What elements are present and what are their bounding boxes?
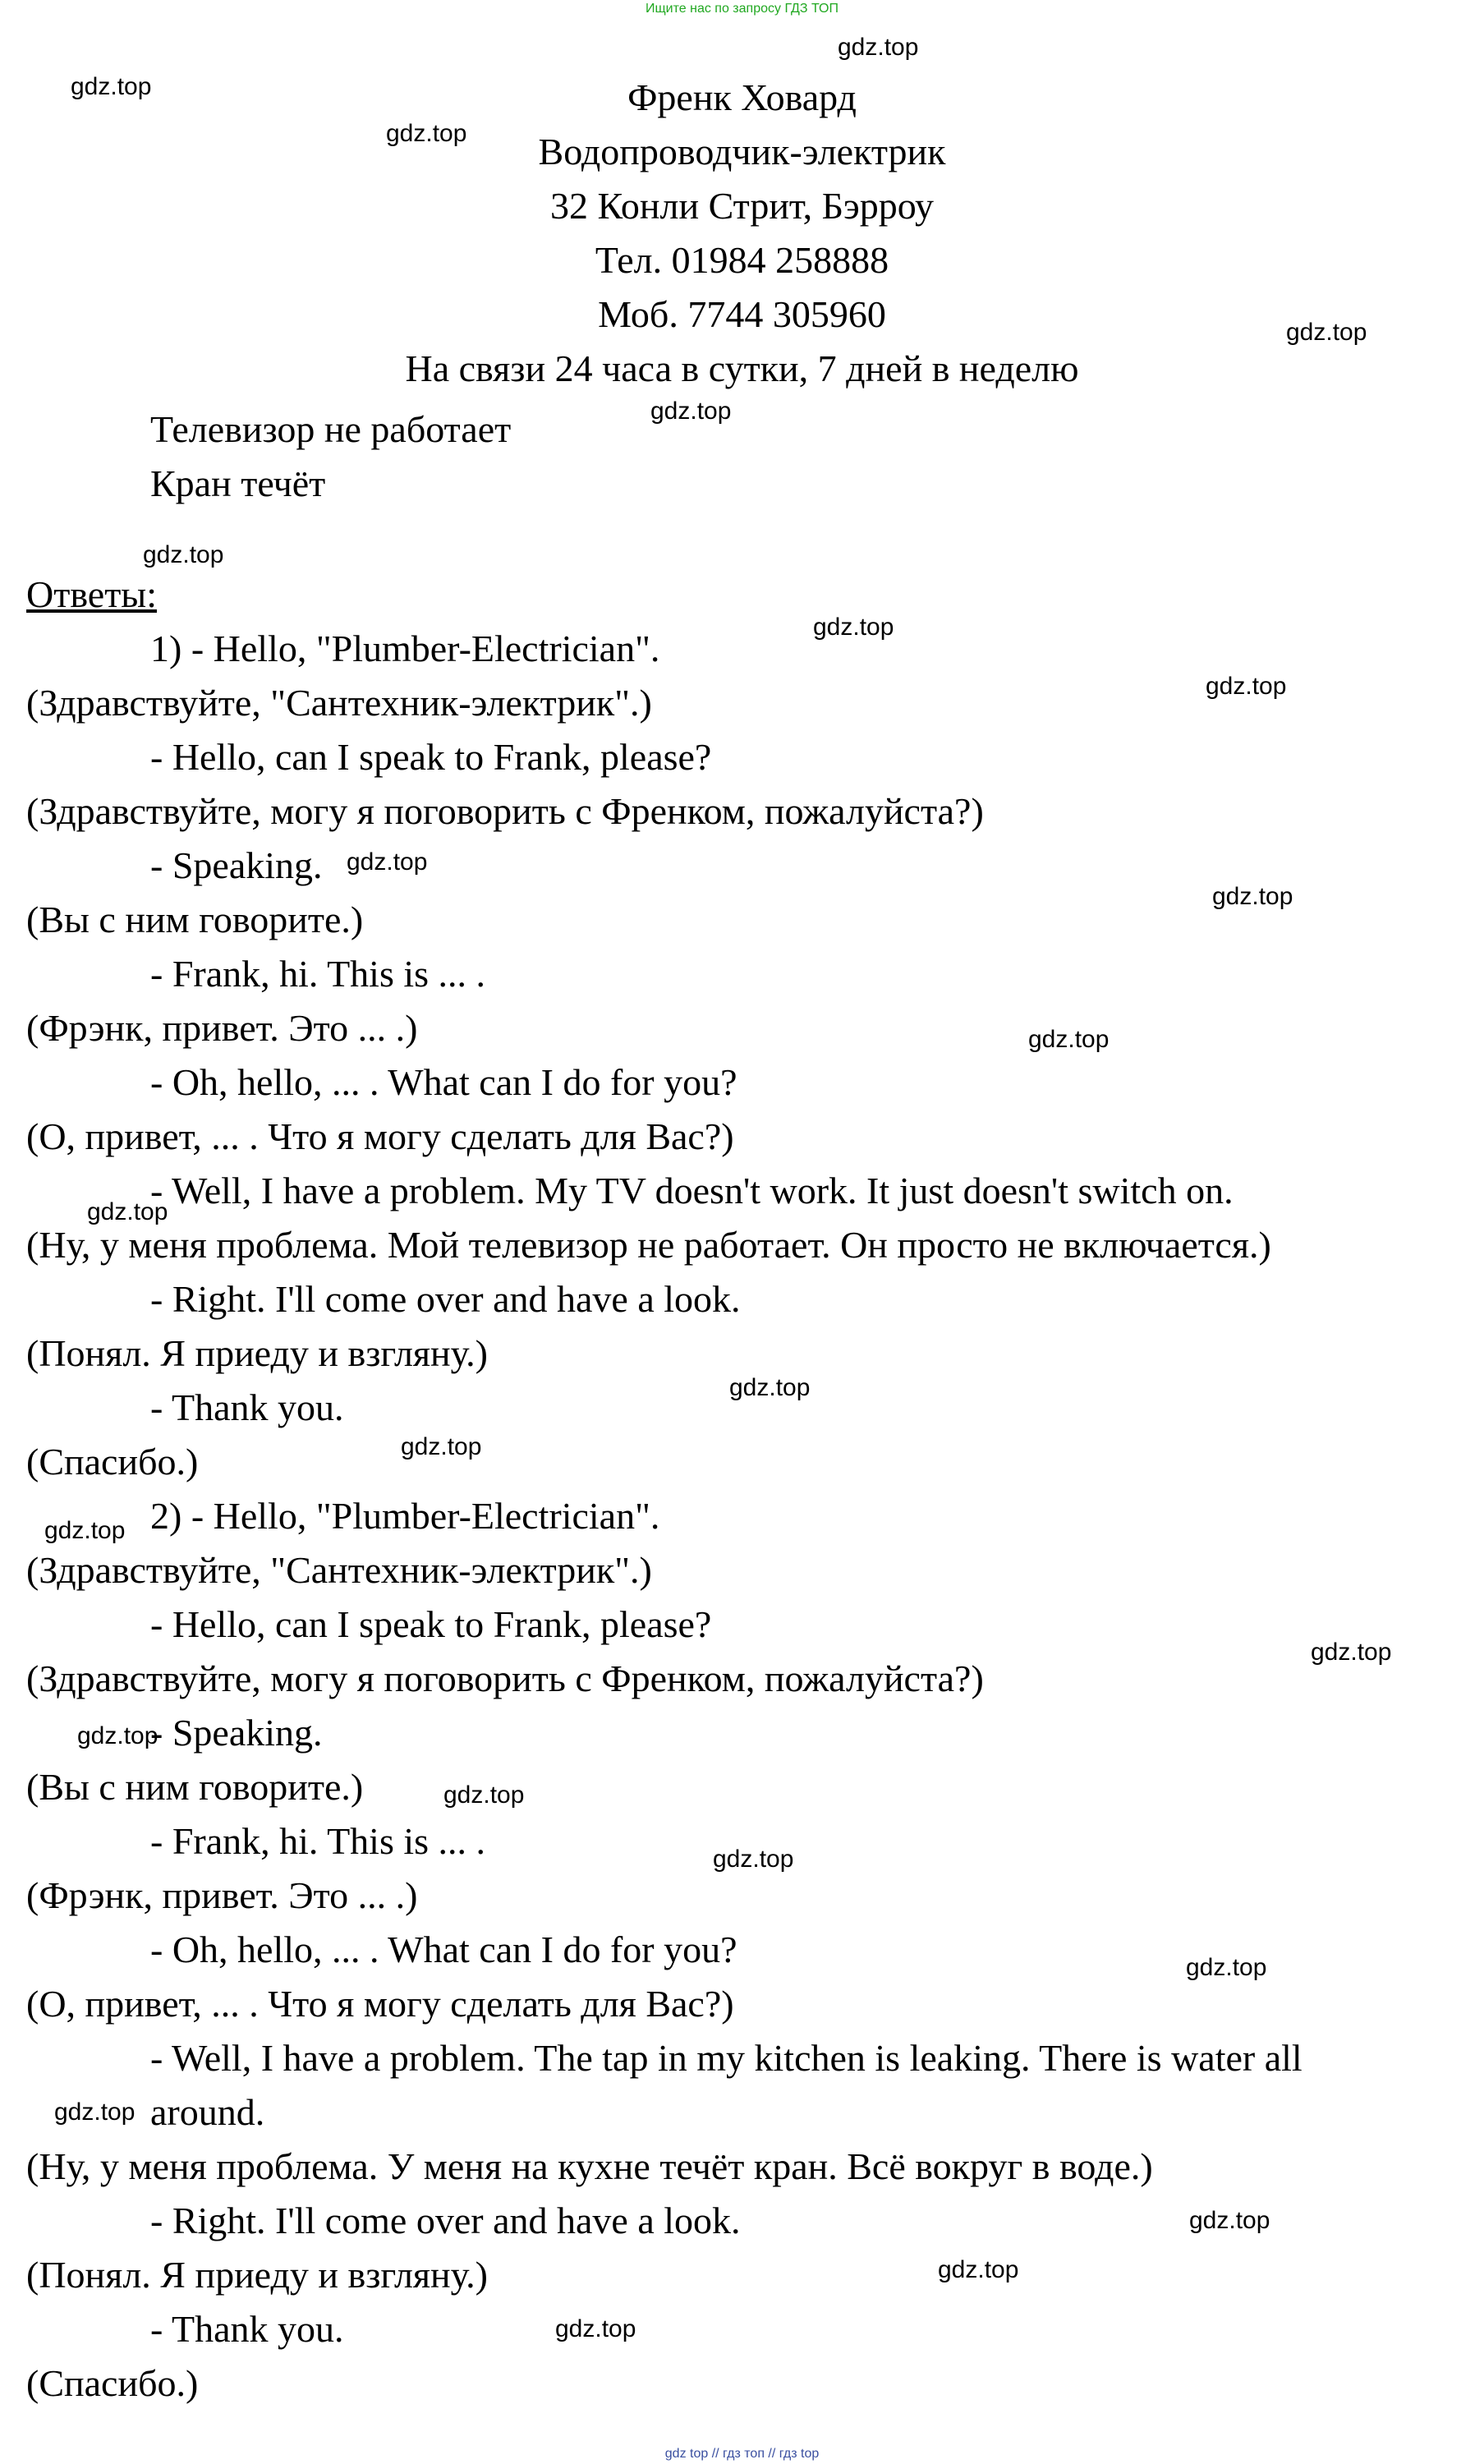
watermark: gdz.top bbox=[729, 1374, 811, 1401]
watermark: gdz.top bbox=[938, 2256, 1019, 2283]
dialog-line: - Thank you. bbox=[150, 2308, 344, 2350]
watermark: gdz.top bbox=[1286, 319, 1367, 346]
dialog-line: - Well, I have a problem. My TV doesn't work. It just doesn't switch on. bbox=[150, 1170, 1234, 1211]
dialog-line: around. bbox=[150, 2091, 265, 2133]
dialog-line: - Oh, hello, ... . What can I do for you? bbox=[150, 1061, 737, 1103]
dialog-line: - Right. I'll come over and have a look. bbox=[150, 1278, 741, 1320]
dialog-line: (Спасибо.) bbox=[26, 1441, 199, 1483]
dialog-line: (Вы с ним говорите.) bbox=[26, 1766, 364, 1808]
watermark: gdz.top bbox=[347, 848, 428, 876]
card-occupation: Водопроводчик-электрик bbox=[538, 131, 946, 172]
watermark: gdz.top bbox=[143, 541, 224, 568]
watermark: gdz.top bbox=[1186, 1954, 1267, 1981]
top-banner-link[interactable]: Ищите нас по запросу ГДЗ ТОП bbox=[646, 2, 838, 16]
watermark: gdz.top bbox=[650, 398, 732, 425]
dialog-line: (Здравствуйте, "Сантехник-электрик".) bbox=[26, 1549, 652, 1591]
card-phone: Тел. 01984 258888 bbox=[595, 239, 889, 281]
watermark: gdz.top bbox=[1206, 673, 1287, 700]
dialog-line: - Well, I have a problem. The tap in my kitchen is leaking. There is water all bbox=[150, 2037, 1303, 2079]
dialog-line: (Понял. Я приеду и взгляну.) bbox=[26, 1332, 488, 1374]
card-name: Френк Ховард bbox=[627, 76, 857, 118]
dialog-line: (Ну, у меня проблема. Мой телевизор не работает. Он просто не включается.) bbox=[26, 1224, 1271, 1266]
dialog-line: - Frank, hi. This is ... . bbox=[150, 953, 486, 995]
watermark: gdz.top bbox=[386, 120, 467, 147]
watermark: gdz.top bbox=[713, 1846, 794, 1873]
dialog-line: - Right. I'll come over and have a look. bbox=[150, 2200, 741, 2241]
dialog-line: (Фрэнк, привет. Это ... .) bbox=[26, 1874, 418, 1916]
watermark: gdz.top bbox=[443, 1781, 525, 1809]
dialog-line: (Ну, у меня проблема. У меня на кухне течёт кран. Всё вокруг в воде.) bbox=[26, 2145, 1153, 2187]
note-tv: Телевизор не работает bbox=[150, 408, 512, 450]
dialog-line: - Hello, can I speak to Frank, please? bbox=[150, 1603, 712, 1645]
watermark: gdz.top bbox=[401, 1433, 482, 1460]
note-tap: Кран течёт bbox=[150, 462, 326, 504]
dialog-line: - Speaking. bbox=[150, 844, 323, 886]
card-address: 32 Конли Стрит, Бэрроу bbox=[550, 185, 934, 227]
dialog-line: (Спасибо.) bbox=[26, 2362, 199, 2404]
watermark: gdz.top bbox=[813, 614, 894, 641]
dialog-line: 2) - Hello, "Plumber-Electrician". bbox=[150, 1495, 660, 1537]
watermark: gdz.top bbox=[54, 2099, 136, 2126]
dialog-line: 1) - Hello, "Plumber-Electrician". bbox=[150, 627, 660, 669]
dialog-line: (Понял. Я приеду и взгляну.) bbox=[26, 2254, 488, 2296]
card-mobile: Моб. 7744 305960 bbox=[598, 293, 886, 335]
watermark: gdz.top bbox=[87, 1198, 168, 1225]
dialog-line: - Speaking. bbox=[150, 1712, 323, 1754]
dialog-line: (Вы с ним говорите.) bbox=[26, 899, 364, 940]
watermark: gdz.top bbox=[1311, 1639, 1392, 1666]
dialog-line: - Frank, hi. This is ... . bbox=[150, 1820, 486, 1862]
watermark: gdz.top bbox=[555, 2315, 636, 2342]
watermark: gdz.top bbox=[1028, 1026, 1110, 1053]
watermark: gdz.top bbox=[1189, 2207, 1270, 2234]
dialog-line: (О, привет, ... . Что я могу сделать для Вас?) bbox=[26, 1983, 734, 2025]
dialog-line: (Фрэнк, привет. Это ... .) bbox=[26, 1007, 418, 1049]
watermark: gdz.top bbox=[44, 1517, 126, 1544]
card-availability: На связи 24 часа в сутки, 7 дней в неделю bbox=[405, 347, 1079, 389]
watermark: gdz.top bbox=[1212, 883, 1293, 910]
watermark: gdz.top bbox=[71, 73, 152, 100]
dialog-line: (Здравствуйте, "Сантехник-электрик".) bbox=[26, 682, 652, 724]
dialog-line: - Hello, can I speak to Frank, please? bbox=[150, 736, 712, 778]
dialog-line: - Thank you. bbox=[150, 1386, 344, 1428]
dialog-line: (Здравствуйте, могу я поговорить с Френком, пожалуйста?) bbox=[26, 1657, 984, 1699]
answers-heading: Ответы: bbox=[26, 573, 157, 615]
footer-banner: gdz top // гдз топ // гдз top bbox=[664, 2447, 820, 2461]
watermark: gdz.top bbox=[838, 34, 919, 61]
dialog-line: (Здравствуйте, могу я поговорить с Френком, пожалуйста?) bbox=[26, 790, 984, 832]
watermark: gdz.top bbox=[77, 1722, 159, 1749]
dialog-line: (О, привет, ... . Что я могу сделать для Вас?) bbox=[26, 1115, 734, 1157]
dialog-line: - Oh, hello, ... . What can I do for you? bbox=[150, 1928, 737, 1970]
